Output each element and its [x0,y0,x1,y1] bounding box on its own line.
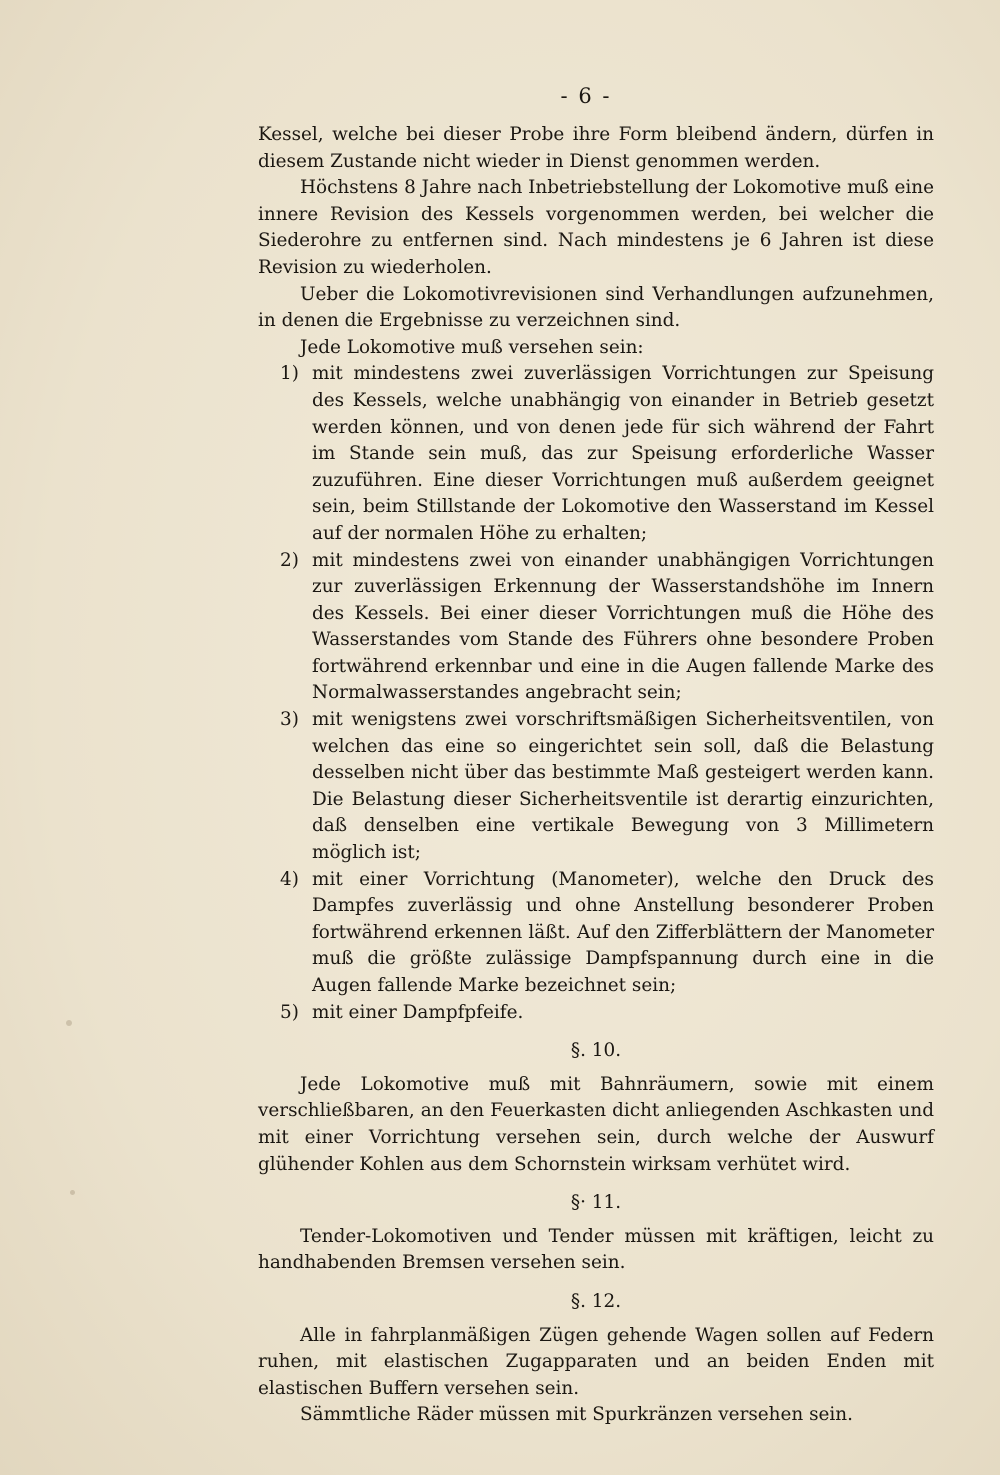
list-item-number: 2) [280,549,299,571]
paper-spot [66,1020,72,1026]
section-11-paragraph: Tender-Lokomotiven und Tender müssen mit kräftigen, leicht zu handhabenden Bremsen versehen sein. [258,1225,934,1274]
paragraph-verhandlungen: Ueber die Lokomotivrevisionen sind Verhandlungen aufzunehmen, in denen die Ergebnisse zu verzeichnen sind. [258,283,934,332]
paragraph-revision: Höchstens 8 Jahre nach Inbetriebstellung der Lokomotive muß eine innere Revision des Kessels vorgenommen werden, bei welcher die Siederohre zu entfernen sind. Nach mindestens je 6 Jahren ist diese Revision zu wiederholen. [258,177,935,278]
list-item-number: 5) [280,1001,299,1023]
paper-spot [70,1190,75,1195]
section-heading-12: §. 12. [570,1290,622,1312]
paragraph-kessel: Kessel, welche bei dieser Probe ihre Form bleibend ändern, dürfen in diesem Zustande nicht wieder in Dienst genommen werden. [258,124,934,172]
list-item-text: mit mindestens zwei von einander unabhängigen Vorrichtungen zur zuverlässigen Erkennung der Wasserstandshöhe im Innern des Kessels. Bei einer dieser Vorrichtungen muß die Höhe des Wasserstandes vom Stande des Führers ohne besondere Proben fortwährend erkennbar und eine in die Augen fallende Marke des Normalwasserstandes angebracht sein; [312,549,934,704]
section-heading-10: §. 10. [570,1040,622,1062]
section-12-paragraph: Alle in fahrplanmäßigen Zügen gehende Wagen sollen auf Federn ruhen, mit elastischen Zugapparaten und an beiden Enden mit elastischen Buffern versehen sein. [258,1324,934,1399]
paragraph-intro-list: Jede Lokomotive muß versehen sein: [300,336,644,358]
list-item-text: mit wenigstens zwei vorschriftsmäßigen Sicherheitsventilen, von welchen das eine so eingerichtet sein soll, daß die Belastung desselben nicht über das bestimmte Maß gesteigert werden kann. Die Belastung dieser Sicherheitsventile ist derartig einzurichten, daß denselben eine vertikale Bewegung von 3 Millimetern möglich ist; [312,709,934,864]
body-text [258,122,934,1429]
list-item [258,867,934,1000]
list-item-text: mit einer Vorrichtung (Manometer), welche den Druck des Dampfes zuverlässig und ohne Anstellung besonderer Proben fortwährend erkennen läßt. Auf den Zifferblättern der Manometer muß die größte zulässige Dampfspannung durch eine in die Augen fallende Marke bezeichnet sein; [312,868,934,996]
list-item-number: 4) [280,868,299,890]
section-heading-11: §· 11. [570,1192,622,1214]
page-number: - 6 - [560,84,612,108]
list-item [258,1000,934,1027]
list-item-text: mit einer Dampfpfeife. [312,1001,524,1023]
section-10-paragraph: Jede Lokomotive muß mit Bahnräumern, sowie mit einem verschließbaren, an den Feuerkasten dicht anliegenden Aschkasten und mit einer Vorrichtung versehen sein, durch welche der Auswurf glühender Kohlen aus dem Schornstein wirksam verhütet wird. [258,1073,934,1175]
list-item [258,548,934,708]
list-item-text: mit mindestens zwei zuverlässigen Vorrichtungen zur Speisung des Kessels, welche unabhängig von einander in Betrieb gesetzt werden können, und von denen jede für sich während der Fahrt im Stande sein muß, das zur Speisung erforderliche Wasser zuzuführen. Eine dieser Vorrichtungen muß außerdem geeignet sein, beim Stillstande der Lokomotive den Wasserstand im Kessel auf der normalen Höhe zu erhalten; [312,363,934,544]
list-item [258,361,934,547]
section-12-paragraph: Sämmtliche Räder müssen mit Spurkränzen versehen sein. [300,1404,853,1426]
list-item-number: 1) [280,363,299,385]
list-item [258,707,934,867]
list-item-number: 3) [280,709,299,731]
